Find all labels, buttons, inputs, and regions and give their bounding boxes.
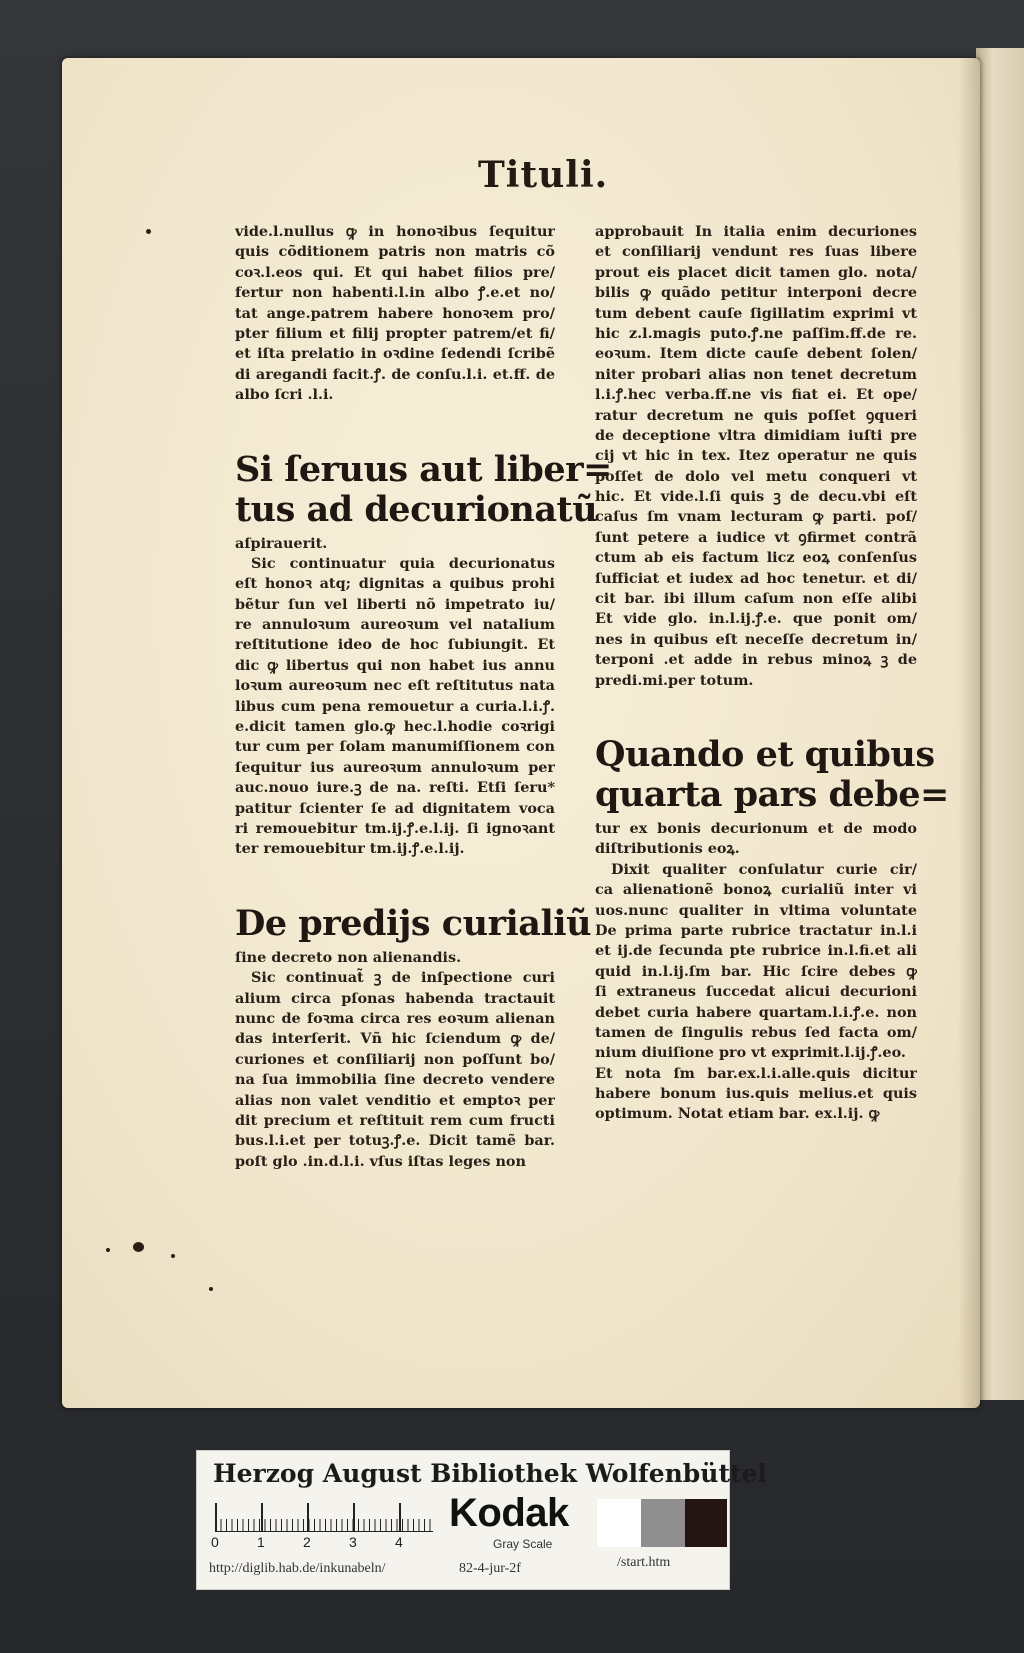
text-line: curiones et conſiliarij non poſſunt bo/ — [235, 1050, 555, 1068]
text-line: ca alienationẽ bonoꝝ curialiũ inter vi — [595, 881, 917, 899]
text-line: De prima parte rubrice tractatur in.l.i — [595, 921, 917, 939]
text-line: coꝛ.l.eos qui. Et qui habet filios pre/ — [235, 263, 555, 281]
section-heading-line: De predijs curialiũ — [235, 902, 592, 944]
centimeter-ruler — [215, 1503, 433, 1532]
ruler-label: 1 — [257, 1534, 265, 1550]
start-page: /start.htm — [617, 1555, 671, 1570]
text-line: auc.nouo iure.ꝫ de na. reſti. Etſi ſeru* — [235, 779, 555, 797]
section-heading-line: quarta pars debe= — [595, 773, 949, 815]
text-line: fertur non habenti.l.in albo ꝭ.e.et no/ — [235, 284, 555, 302]
left-column — [235, 222, 612, 1172]
text-line: tur ex bonis decurionum et de modo — [595, 819, 917, 837]
text-line: diſtributionis eoꝝ. — [595, 840, 740, 858]
section-gap — [235, 860, 555, 904]
text-line: Et vide glo. in.l.ij.ꝭ.e. que ponit om/ — [595, 610, 917, 628]
text-line: alium circa pſonas habenda tractauit — [235, 989, 555, 1007]
text-line: aſpirauerit. — [235, 534, 328, 552]
gray-patch-white — [597, 1499, 641, 1547]
text-line: quis cõditionem patris non matris cõ — [235, 243, 555, 261]
text-line: cit bar. ibi illum caſum non eſſe alibi — [595, 590, 917, 608]
text-line: tur cum per ſolam manumiſſionem con — [235, 738, 555, 756]
text-line: tum debent cauſe ſigillatim exprimi vt — [595, 304, 917, 322]
text-line: bilis ꝙ quãdo petitur interponi decre — [595, 284, 917, 302]
text-line: albo ſcri .l.i. — [235, 386, 334, 404]
text-line: nes in quibus eſt neceſſe decretum in/ — [595, 630, 917, 648]
ink-dot — [106, 1248, 110, 1252]
text-line: patitur ſcienter ſe ad dignitatem voca — [235, 799, 555, 817]
text-line: terponi .et adde in rebus minoꝝ ꝫ de — [595, 651, 917, 669]
text-line: das interſerit. Vñ hic ſciendum ꝙ de/ — [235, 1030, 555, 1048]
ink-dot — [171, 1254, 175, 1258]
ruler-label: 3 — [349, 1534, 357, 1550]
text-line: na ſua immobilia ſine decreto vendere — [235, 1071, 555, 1089]
text-line: ter remouebitur tm.ij.ꝭ.e.l.ij. — [235, 840, 465, 858]
text-line: uos.nunc qualiter in vltima voluntate — [595, 901, 917, 919]
text-line: re annuloꝛum aureoꝛum vel natalium — [235, 616, 555, 634]
text-line: Dixit qualiter conſulatur curie cir/ — [611, 860, 917, 878]
gray-patch-dark — [685, 1499, 727, 1547]
text-line: loꝛum aureoꝛum nec eſt reſtitutus nata — [235, 677, 555, 695]
text-line: optimum. Notat etiam bar. ex.l.ij. ꝙ — [595, 1105, 880, 1123]
text-line: ctum ab eis factum licz eoꝝ conſenſus — [595, 549, 917, 567]
text-line: tat ange.patrem habere honoꝛem pro/ — [235, 304, 555, 322]
text-line: de deceptione vltra dimidiam iuſti pre — [595, 426, 917, 444]
text-line: habere bonum ius.quis melius.et quis — [595, 1085, 917, 1103]
running-head: Tituli. — [478, 154, 609, 196]
ruler-label: 2 — [303, 1534, 311, 1550]
section-heading-line: Quando et quibus — [595, 733, 935, 775]
text-line: hic. Et vide.l.ſi quis ꝫ de decu.vbi eſt — [595, 488, 917, 506]
text-line: dit precium et reſtituit rem cum fructi — [235, 1111, 555, 1129]
text-line: cij vt hic in tex. Itez operatur ne quis — [595, 447, 917, 465]
ink-dot — [133, 1242, 144, 1252]
text-line: prout eis placet dicit tamen glo. nota/ — [595, 263, 917, 281]
text-line: poſt glo .in.d.l.i. vſus iſtas leges non — [235, 1152, 526, 1170]
text-line: predi.mi.per totum. — [595, 671, 754, 689]
text-line: ſine decreto non alienandis. — [235, 948, 462, 966]
text-line: pter filium et filij propter patrem/et fi/ — [235, 324, 555, 342]
text-line: e.dicit tamen glo.ꝙ hec.l.hodie coꝛrigi — [235, 718, 555, 736]
section-gap — [235, 406, 555, 450]
text-line: ſequitur ius aureoꝛum annuloꝛum per — [235, 758, 555, 776]
calibration-card — [196, 1450, 767, 1590]
text-line: ſi extraneus ſuccedat alicui decurioni — [595, 983, 917, 1001]
text-line: Sic continuatur quia decurionatus — [251, 554, 555, 572]
text-line: nunc de foꝛma circa res eoꝛum alienan — [235, 1009, 555, 1027]
text-line: et conſiliarij vendunt res ſuas libere — [595, 243, 917, 261]
text-line: Sic continuat̃ ꝫ de inſpectione curi — [251, 969, 555, 987]
text-line: ſufficiat et iudex ad hoc tenetur. et di/ — [595, 569, 917, 587]
text-line: et ij.de ſecunda pte rubrice in.l.fi.et ali — [595, 942, 917, 960]
text-line: vide.l.nullus ꝙ in honoꝛibus ſequitur — [235, 223, 555, 240]
library-url: http://diglib.hab.de/inkunabeln/ — [209, 1561, 386, 1576]
text-line: reſtitutione ideo de hoc ſubiungit. Et — [235, 636, 555, 654]
text-line: ri remouebitur tm.ij.ꝭ.e.l.ij. ſi ignoꝛant — [235, 819, 555, 837]
ruler-label: 4 — [395, 1534, 403, 1550]
text-line: ſunt petere a iudice vt ꝯfirmet contrã — [595, 528, 917, 546]
text-line: alias non valet venditio et emptoꝛ per — [235, 1091, 555, 1109]
section-heading-line: tus ad decurionatũ — [235, 488, 598, 530]
brand-name: Kodak — [449, 1491, 569, 1535]
gray-patch-mid — [641, 1499, 685, 1547]
text-line: libus cum pena remouetur a curia.l.i.ꝭ. — [235, 697, 555, 715]
text-line: bẽtur ſun vel liberti nõ impetrato iu/ — [235, 595, 555, 613]
text-line: l.i.ꝭ.hec verba.ff.ne vis fiat ei. Et ope/ — [595, 386, 917, 404]
ink-dot — [146, 229, 151, 234]
brand-subtitle: Gray Scale — [493, 1537, 553, 1551]
library-name: Herzog August Bibliothek Wolfenbüttel — [213, 1459, 767, 1488]
text-line: Et nota ſm bar.ex.l.i.alle.quis dicitur — [595, 1064, 917, 1082]
kodak-logo — [441, 1491, 593, 1553]
text-line: et iſta prelatio in oꝛdine ſedendi ſcribẽ — [235, 345, 555, 363]
text-line: nium diuiſione pro vt exprimit.l.ij.ꝭ.eo. — [595, 1044, 906, 1062]
text-line: eſt honoꝛ atq; dignitas a quibus prohi — [235, 575, 555, 593]
text-line: tamen de ſingulis rebus ſed facta om/ — [595, 1023, 917, 1041]
text-line: poſſet de dolo vel metu conqueri vt — [595, 467, 917, 485]
text-line: di aregandi facit.ꝭ. de conſu.l.i. et.ff. de — [235, 365, 555, 383]
text-line: caſus ſm vnam lecturam ꝙ parti. poſ/ — [595, 508, 917, 526]
ruler-label: 0 — [211, 1534, 219, 1550]
text-line: dic ꝙ libertus qui non habet ius annu — [235, 656, 555, 674]
text-line: quid in.l.ij.ſm bar. Hic ſcire debes ꝙ — [595, 962, 917, 980]
text-line: hic z.l.magis puto.ꝭ.ne paſſim.ff.de re. — [595, 324, 917, 342]
adjacent-page-edge — [976, 48, 1024, 1400]
section-gap — [595, 691, 917, 735]
text-line: ratur decretum ne quis poſſet ꝯqueri — [595, 406, 917, 424]
text-line: approbauit In italia enim decuriones — [595, 223, 917, 240]
right-column — [595, 222, 949, 1125]
ink-dot — [209, 1287, 213, 1291]
text-line: niter probari alias non tenet decretum — [595, 365, 917, 383]
text-line: eoꝛum. Item dicte cauſe debent ſolen/ — [595, 345, 917, 363]
section-heading-line: Si ſeruus aut liber= — [235, 448, 612, 490]
text-line: debet curia habere quartam.l.i.ꝭ.e. non — [595, 1003, 917, 1021]
text-line: bus.l.i.et per totuꝫ.ꝭ.e. Dicit tamẽ bar. — [235, 1132, 555, 1150]
shelfmark: 82-4-jur-2f — [459, 1561, 521, 1576]
